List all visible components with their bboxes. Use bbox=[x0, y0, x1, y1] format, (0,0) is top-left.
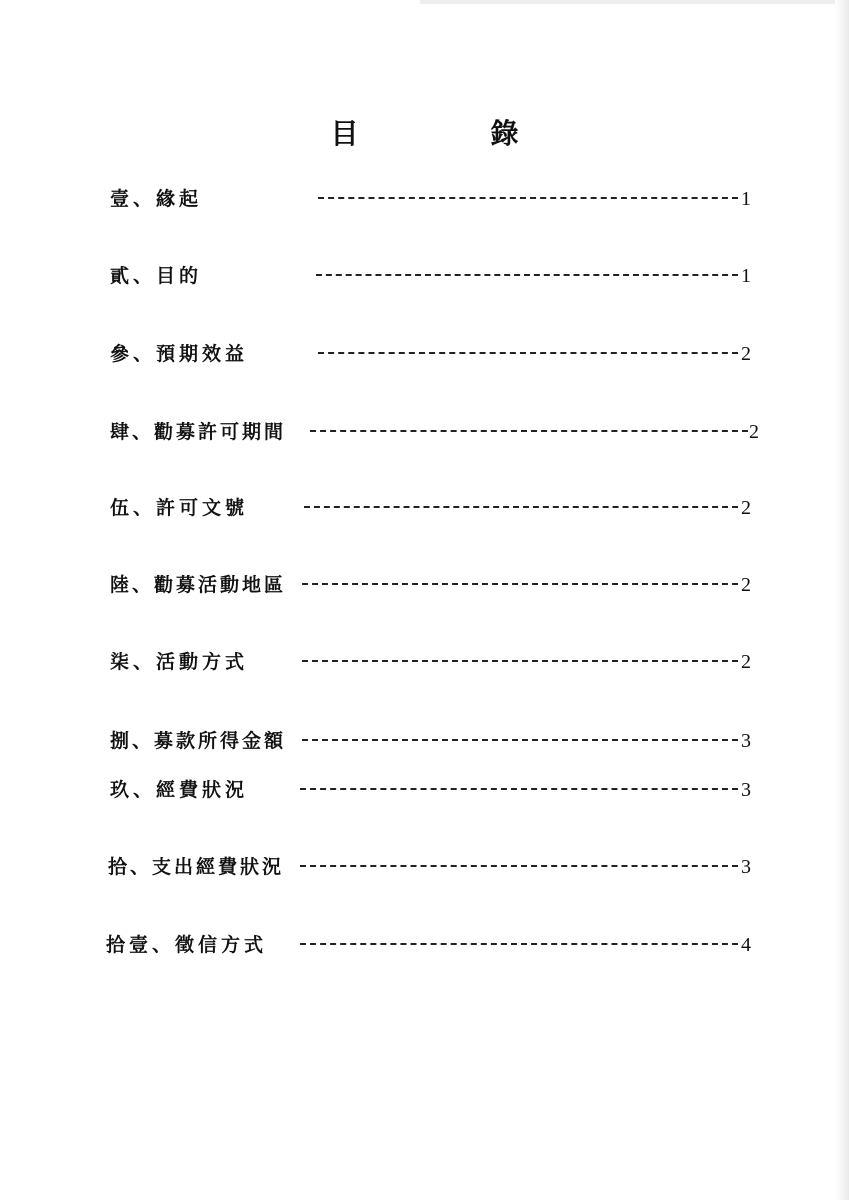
toc-dot-leader bbox=[316, 261, 738, 291]
toc-dot-leader bbox=[300, 930, 738, 960]
toc-entry-5 bbox=[0, 493, 849, 523]
toc-entry-3 bbox=[0, 339, 849, 369]
toc-entry-page: 3 bbox=[741, 856, 751, 878]
toc-dot-leader bbox=[300, 852, 738, 882]
toc-entry-page: 2 bbox=[741, 497, 751, 519]
toc-entry-7 bbox=[0, 647, 849, 677]
toc-entry-label: 貳、目的 bbox=[110, 265, 203, 287]
toc-entry-label: 肆、勸募許可期間 bbox=[110, 421, 287, 443]
toc-entry-4 bbox=[0, 417, 849, 447]
toc-entry-1 bbox=[0, 184, 849, 214]
toc-entry-8 bbox=[0, 726, 849, 756]
toc-dot-leader bbox=[318, 184, 738, 214]
toc-entry-page: 3 bbox=[741, 779, 751, 801]
toc-entry-page: 2 bbox=[741, 574, 751, 596]
toc-entry-6 bbox=[0, 570, 849, 600]
toc-entry-page: 2 bbox=[741, 651, 751, 673]
toc-entry-11 bbox=[0, 930, 849, 960]
toc-entry-page: 2 bbox=[749, 421, 759, 443]
toc-entry-label: 參、預期效益 bbox=[110, 343, 249, 365]
toc-dot-leader bbox=[318, 339, 738, 369]
toc-entry-label: 捌、募款所得金額 bbox=[110, 730, 287, 752]
toc-entry-page: 4 bbox=[741, 934, 751, 956]
toc-entry-page: 2 bbox=[741, 343, 751, 365]
toc-entry-9 bbox=[0, 775, 849, 805]
toc-entry-label: 壹、緣起 bbox=[110, 188, 203, 210]
toc-entry-label: 拾壹、徵信方式 bbox=[106, 934, 268, 956]
toc-dot-leader bbox=[302, 726, 738, 756]
toc-entry-label: 玖、經費狀況 bbox=[110, 779, 249, 801]
toc-dot-leader bbox=[304, 493, 738, 523]
toc-dot-leader bbox=[302, 570, 738, 600]
toc-entry-10 bbox=[0, 852, 849, 882]
toc-dot-leader bbox=[310, 417, 748, 447]
toc-dot-leader bbox=[300, 775, 738, 805]
toc-entry-page: 3 bbox=[741, 730, 751, 752]
scan-top-shade bbox=[420, 0, 835, 4]
toc-entry-page: 1 bbox=[741, 265, 751, 287]
scan-page-edge bbox=[835, 0, 849, 1200]
toc-entry-label: 陸、勸募活動地區 bbox=[110, 574, 287, 596]
toc-entry-label: 柒、活動方式 bbox=[110, 651, 249, 673]
toc-entry-label: 伍、許可文號 bbox=[110, 497, 249, 519]
toc-entry-label: 拾、支出經費狀況 bbox=[108, 856, 285, 878]
page-title: 目 錄 bbox=[330, 117, 571, 150]
toc-entry-page: 1 bbox=[741, 188, 751, 210]
toc-entry-2 bbox=[0, 261, 849, 291]
toc-dot-leader bbox=[302, 647, 738, 677]
